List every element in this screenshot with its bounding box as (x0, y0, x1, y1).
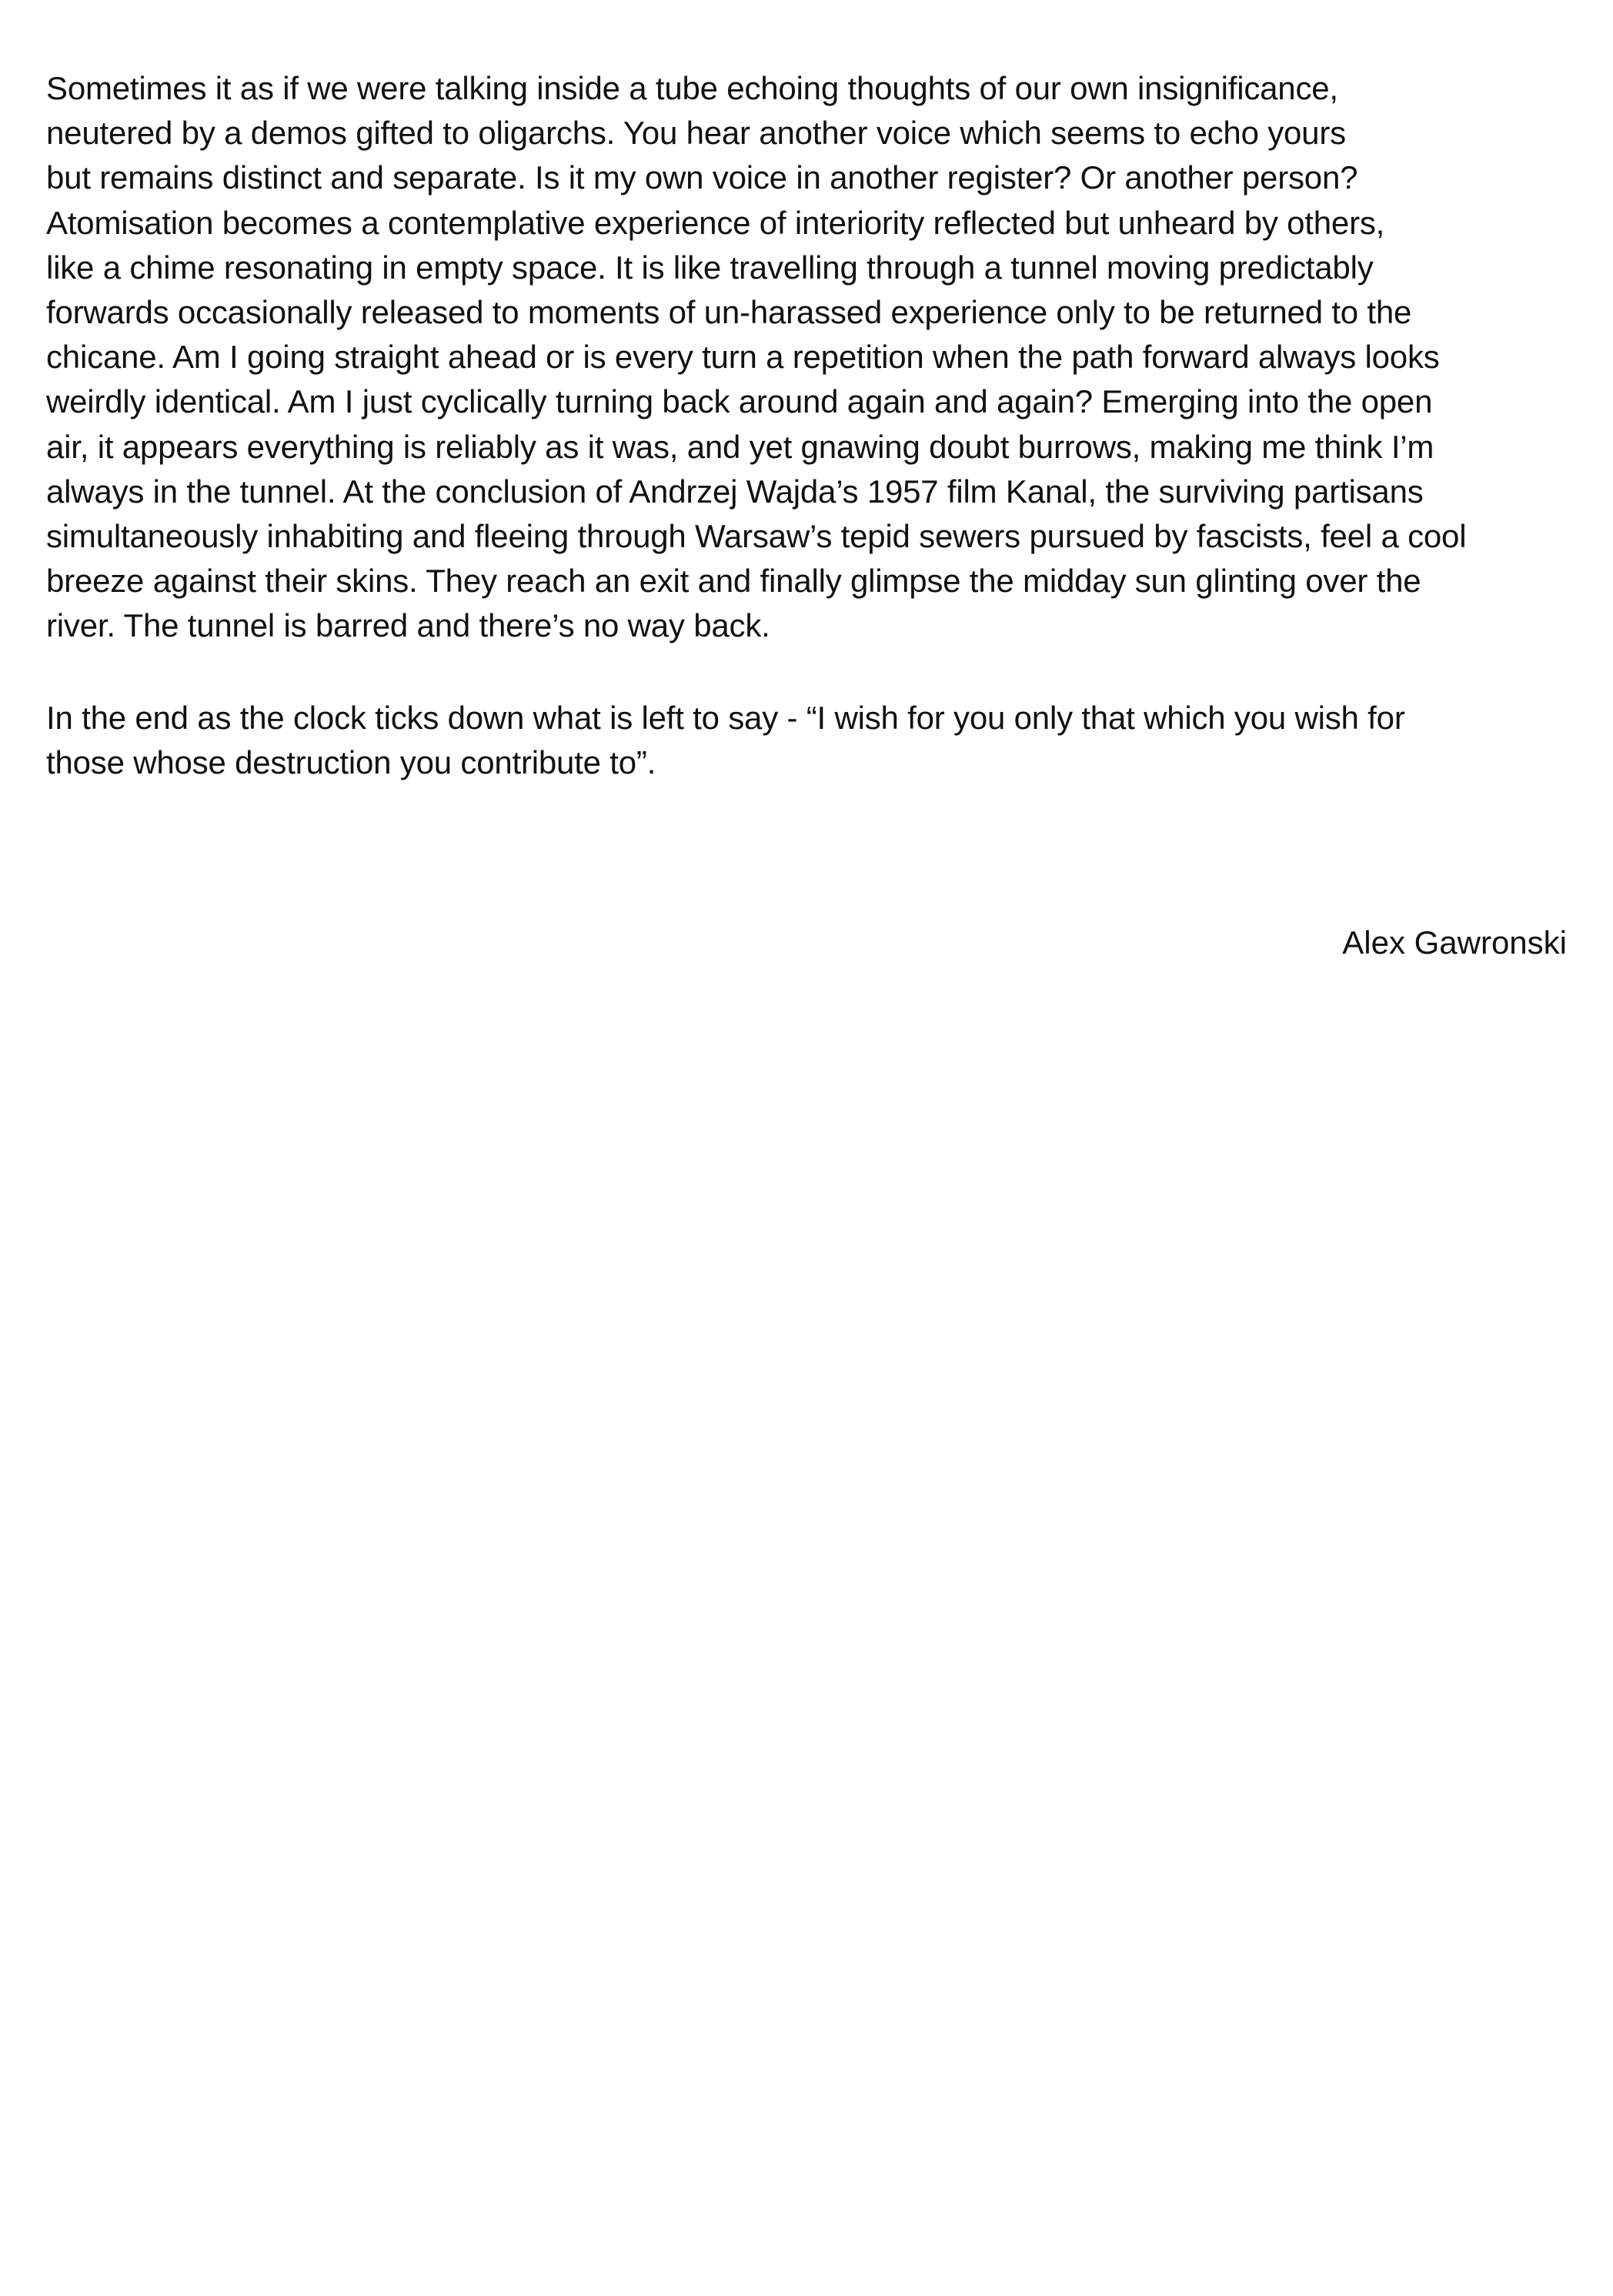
text-line: neutered by a demos gifted to oligarchs. You hear another voice which seems to echo yours (46, 115, 1346, 152)
text-line: like a chime resonating in empty space. It is like travelling through a tunnel moving predictably (46, 249, 1374, 286)
body-paragraph-1 (46, 66, 1578, 649)
text-line: always in the tunnel. At the conclusion of Andrzej Wajda’s 1957 film Kanal, the surviving partisans (46, 473, 1424, 510)
text-line: In the end as the clock ticks down what is left to say - “I wish for you only that which you wish for (46, 700, 1405, 736)
text-line: but remains distinct and separate. Is it my own voice in another register? Or another person? (46, 159, 1358, 196)
text-line: Atomisation becomes a contemplative experience of interiority reflected but unheard by others, (46, 204, 1385, 241)
text-line: weirdly identical. Am I just cyclically turning back around again and again? Emerging into the open (46, 383, 1433, 420)
text-line: simultaneously inhabiting and fleeing through Warsaw’s tepid sewers pursued by fascists, feel a cool (46, 518, 1467, 555)
text-line: air, it appears everything is reliably as it was, and yet gnawing doubt burrows, making me think I’m (46, 428, 1434, 465)
text-line: breeze against their skins. They reach an exit and finally glimpse the midday sun glinting over the (46, 563, 1421, 600)
text-line: forwards occasionally released to moments of un-harassed experience only to be returned to the (46, 294, 1412, 331)
author-signature: Alex Gawronski (1342, 924, 1567, 961)
text-line: chicane. Am I going straight ahead or is every turn a repetition when the path forward always looks (46, 339, 1440, 376)
text-line: those whose destruction you contribute to”. (46, 744, 656, 781)
text-line: river. The tunnel is barred and there’s no way back. (46, 607, 770, 644)
text-line: Sometimes it as if we were talking inside a tube echoing thoughts of our own insignificance, (46, 70, 1338, 106)
body-paragraph-2 (46, 696, 1578, 785)
